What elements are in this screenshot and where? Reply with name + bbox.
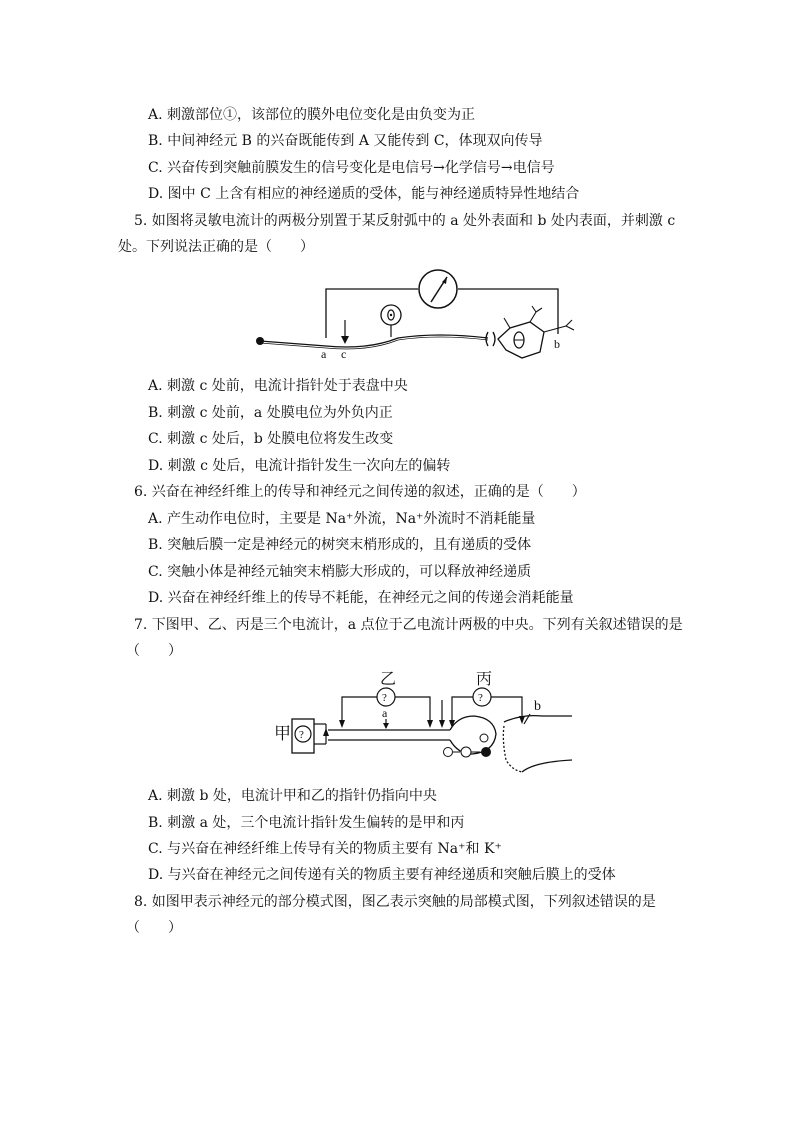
q5-option-d: D. 刺激 c 处后，电流计指针发生一次向左的偏转 (148, 458, 451, 474)
neuron-body-icon (498, 306, 574, 358)
q5-option-c: C. 刺激 c 处后，b 处膜电位将发生改变 (148, 431, 394, 447)
label-c: c (341, 347, 347, 361)
meter-jia-icon (295, 726, 311, 742)
q5-figure-reflex-arc (248, 262, 588, 366)
meter-bing-icon (473, 688, 491, 706)
q4-option-b: B. 中间神经元 B 的兴奋既能传到 A 又能传到 C，体现双向传导 (148, 133, 543, 149)
label-b: b (534, 699, 541, 714)
q6-stem: 6. 兴奋在神经纤维上的传导和神经元之间传递的叙述，正确的是（ ） (134, 484, 586, 500)
q7-stem-line1: 7. 下图甲、乙、丙是三个电流计，a 点位于乙电流计两极的中央。下列有关叙述错误的是 (134, 617, 683, 633)
q8-stem-line2: （ ） (126, 920, 182, 936)
q6-option-b: B. 突触后膜一定是神经元的树突末梢形成的，且有递质的受体 (148, 537, 532, 553)
q4-option-d: D. 图中 C 上含有相应的神经递质的受体，能与神经递质特异性地结合 (148, 186, 580, 202)
q7-option-d: D. 与兴奋在神经元之间传递有关的物质主要有神经递质和突触后膜上的受体 (148, 867, 616, 883)
q8-stem-line1: 8. 如图甲表示神经元的部分模式图，图乙表示突触的局部模式图，下列叙述错误的是 (134, 894, 656, 910)
q7-option-b: B. 刺激 a 处，三个电流计指针发生偏转的是甲和丙 (148, 815, 465, 831)
q5-stem-line2: 处。下列说法正确的是（ ） (118, 239, 314, 255)
q7-figure-galvanometers (272, 664, 572, 776)
q6-option-d: D. 兴奋在神经纤维上的传导不耗能，在神经元之间的传递会消耗能量 (148, 590, 574, 606)
cell-body-icon (381, 305, 401, 337)
q6-option-c: C. 突触小体是神经元轴突末梢膨大形成的，可以释放神经递质 (148, 564, 532, 580)
q4-option-a: A. 刺激部位①，该部位的膜外电位变化是由负变为正 (148, 107, 476, 123)
q4-option-c: C. 兴奋传到突触前膜发生的信号变化是电信号→化学信号→电信号 (148, 160, 555, 176)
vesicle-icon (444, 734, 492, 757)
galvanometer-icon (419, 270, 457, 308)
q5-stem-line1: 5. 如图将灵敏电流计的两极分别置于某反射弧中的 a 处外表面和 b 处内表面，并刺激 c (134, 213, 676, 229)
label-a: a (321, 347, 327, 361)
svg-text:?: ? (382, 692, 387, 704)
label-bing: 丙 (476, 671, 493, 688)
q7-option-c: C. 与兴奋在神经纤维上传导有关的物质主要有 Na⁺和 K⁺ (148, 841, 502, 857)
svg-text:?: ? (478, 692, 483, 704)
q5-option-b: B. 刺激 c 处前，a 处膜电位为外负内正 (148, 405, 393, 421)
q5-option-a: A. 刺激 c 处前，电流计指针处于表盘中央 (148, 378, 408, 394)
q7-option-a: A. 刺激 b 处，电流计甲和乙的指针仍指向中央 (148, 788, 437, 804)
q7-stem-line2: （ ） (126, 643, 182, 659)
label-jia: 甲 (274, 724, 291, 743)
q6-option-a: A. 产生动作电位时，主要是 Na⁺外流，Na⁺外流时不消耗能量 (148, 511, 536, 527)
label-yi: 乙 (380, 671, 397, 688)
meter-yi-icon (377, 688, 395, 706)
label-b: b (554, 337, 560, 351)
label-a: a (382, 706, 388, 720)
svg-text:?: ? (299, 729, 304, 741)
